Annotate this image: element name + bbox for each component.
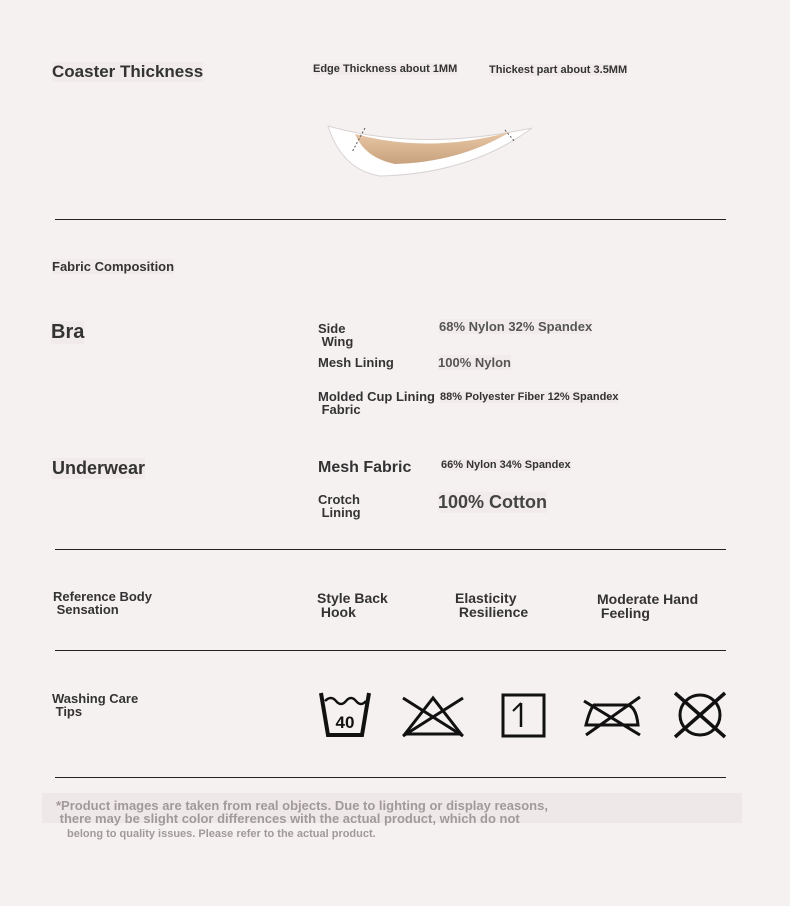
body-sensation-title: Reference Body Sensation (53, 589, 152, 617)
disclaimer-text-2: belong to quality issues. Please refer to the actual product. (67, 828, 376, 840)
no-dry-clean-icon (672, 690, 728, 740)
disclaimer-text-1: *Product images are taken from real objects. Due to lighting or display reasons, there may be slight color differences with the actual product, which do not (56, 798, 548, 826)
tumble-dry-line-icon (501, 693, 547, 739)
bra-molded-cup-value: 88% Polyester Fiber 12% Spandex (440, 391, 619, 403)
divider-1 (55, 219, 726, 220)
washing-care-title: Washing Care Tips (52, 691, 139, 719)
no-iron-icon (582, 693, 642, 739)
wash-40-icon (318, 691, 372, 739)
fabric-composition-title: Fabric Composition (52, 259, 175, 274)
divider-3 (55, 650, 726, 651)
edge-thickness-label: Edge Thickness about 1MM (313, 63, 458, 75)
underwear-crotch-lining-value: 100% Cotton (438, 492, 548, 512)
bra-mesh-lining-label: Mesh Lining (318, 355, 394, 370)
underwear-mesh-fabric-value: 66% Nylon 34% Spandex (441, 459, 571, 471)
underwear-crotch-lining-label: Crotch Lining (318, 492, 361, 520)
thickest-part-label: Thickest part about 3.5MM (489, 64, 628, 76)
bra-title: Bra (51, 321, 85, 343)
divider-2 (55, 549, 726, 550)
wash-temp-label: 40 (335, 713, 355, 732)
coaster-thickness-title: Coaster Thickness (52, 62, 204, 81)
no-bleach-icon (401, 694, 465, 738)
underwear-title: Underwear (52, 458, 146, 478)
sensation-hand-feeling: Moderate Hand Feeling (597, 591, 699, 621)
sensation-elasticity: Elasticity Resilience (455, 590, 529, 620)
bra-side-wing-label: Side Wing (318, 321, 354, 349)
divider-4 (55, 777, 726, 778)
underwear-mesh-fabric-label: Mesh Fabric (318, 459, 412, 476)
bra-molded-cup-label: Molded Cup Lining Fabric (318, 389, 435, 417)
bra-mesh-lining-value: 100% Nylon (438, 355, 511, 370)
sensation-back-hook: Style Back Hook (317, 590, 388, 620)
bra-side-wing-value: 68% Nylon 32% Spandex (439, 319, 593, 334)
coaster-cross-section-image (320, 112, 540, 197)
